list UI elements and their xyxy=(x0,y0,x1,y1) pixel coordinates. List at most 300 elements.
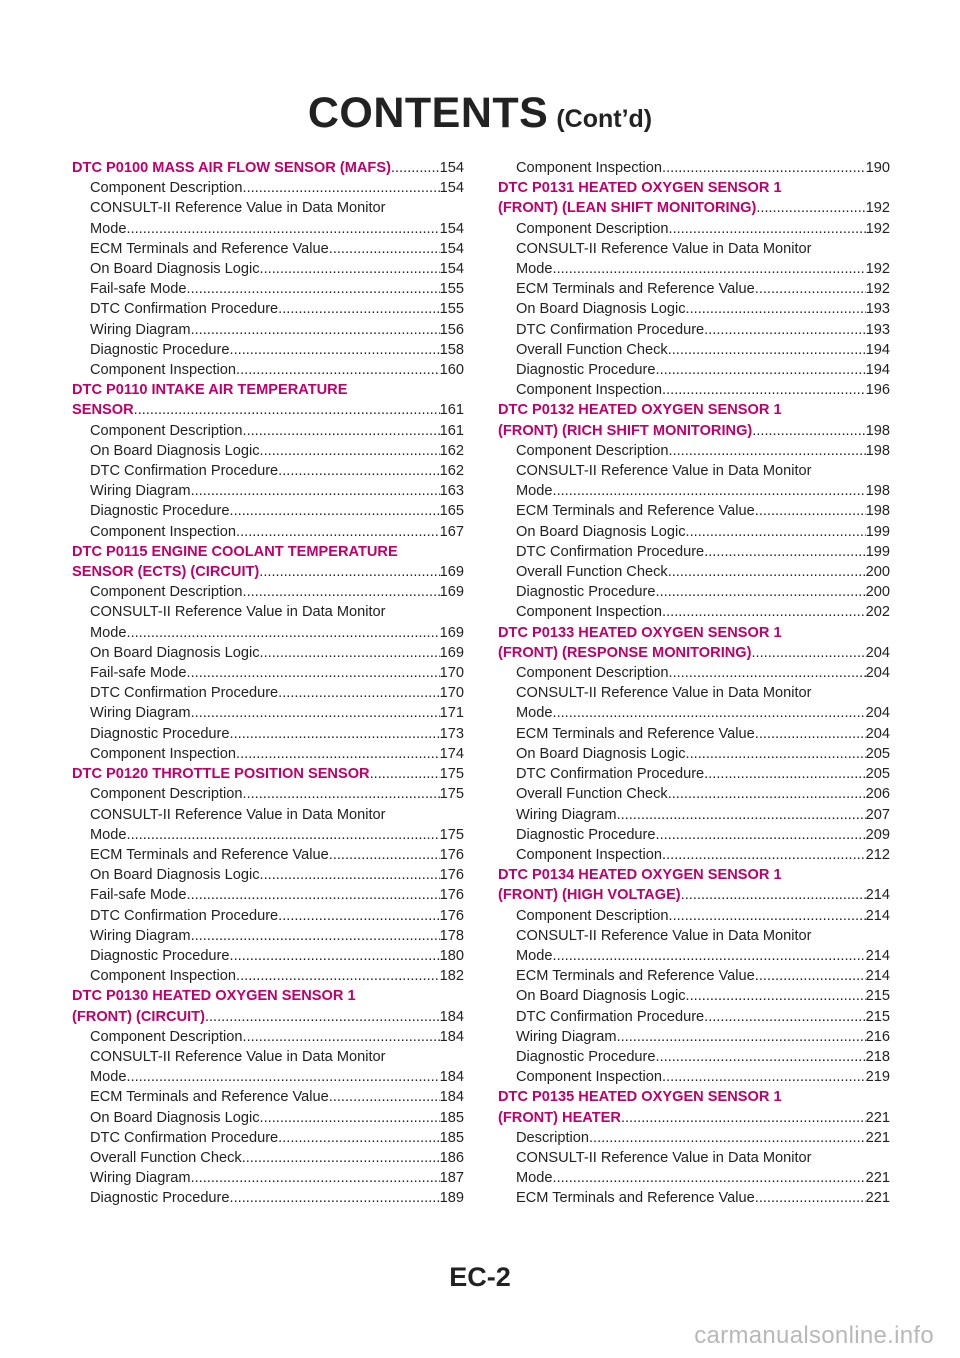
toc-section-heading[interactable] xyxy=(72,158,464,178)
toc-entry[interactable] xyxy=(498,805,890,825)
toc-entry[interactable] xyxy=(72,845,464,865)
dot-leader xyxy=(127,623,440,643)
toc-entry[interactable] xyxy=(498,239,890,279)
toc-entry[interactable] xyxy=(72,441,464,461)
toc-page-number: 214 xyxy=(865,968,890,985)
dot-leader xyxy=(704,320,865,340)
toc-entry[interactable] xyxy=(72,805,464,845)
toc-page-number: 178 xyxy=(439,927,464,944)
toc-entry-title: SENSOR (ECTS) (CIRCUIT) xyxy=(72,564,260,581)
dot-leader xyxy=(127,825,440,845)
toc-entry-title: On Board Diagnosis Logic xyxy=(516,301,686,318)
toc-entry-title: Mode xyxy=(90,1069,127,1086)
toc-entry-line xyxy=(90,1087,464,1107)
toc-page-number: 161 xyxy=(439,402,464,419)
toc-entry-line xyxy=(90,299,464,319)
dot-leader xyxy=(681,885,866,905)
toc-entry-line xyxy=(90,623,464,643)
toc-entry[interactable] xyxy=(72,522,464,542)
toc-entry-line xyxy=(516,219,890,239)
toc-entry[interactable] xyxy=(498,461,890,501)
dot-leader xyxy=(752,643,866,663)
toc-entry-title: DTC P0134 HEATED OXYGEN SENSOR 1 xyxy=(498,867,782,884)
toc-entry-title: ECM Terminals and Reference Value xyxy=(90,1089,329,1106)
toc-entry[interactable] xyxy=(72,906,464,926)
toc-entry-title: Diagnostic Procedure xyxy=(90,1190,230,1207)
toc-entry-line xyxy=(90,1108,464,1128)
toc-entry-title: Mode xyxy=(90,624,127,641)
toc-entry[interactable] xyxy=(72,703,464,723)
dot-leader xyxy=(656,360,866,380)
dot-leader xyxy=(127,1067,440,1087)
toc-entry-line xyxy=(90,683,464,703)
toc-entry-title: Component Inspection xyxy=(90,968,237,985)
toc-entry-line xyxy=(90,481,464,501)
dot-leader xyxy=(230,340,440,360)
toc-entry[interactable] xyxy=(72,1108,464,1128)
dot-leader xyxy=(278,461,439,481)
toc-entry-line xyxy=(90,340,464,360)
toc-entry[interactable] xyxy=(72,461,464,481)
toc-entry[interactable] xyxy=(72,1128,464,1148)
dot-leader xyxy=(205,1007,440,1027)
toc-entry[interactable] xyxy=(72,481,464,501)
toc-entry-title: DTC Confirmation Procedure xyxy=(90,463,279,480)
toc-entry[interactable] xyxy=(72,239,464,259)
toc-entry-line xyxy=(516,259,890,279)
toc-page-number: 214 xyxy=(865,907,890,924)
toc-entry-line xyxy=(516,582,890,602)
dot-leader xyxy=(704,764,865,784)
dot-leader xyxy=(553,946,866,966)
toc-entry-title: On Board Diagnosis Logic xyxy=(90,867,260,884)
toc-page-number: 199 xyxy=(865,523,890,540)
toc-entry-line xyxy=(90,966,464,986)
toc-entry-line xyxy=(516,1188,890,1208)
toc-entry-title: SENSOR xyxy=(72,402,134,419)
toc-page-number: 154 xyxy=(439,180,464,197)
toc-section-heading[interactable] xyxy=(72,764,464,784)
toc-entry[interactable] xyxy=(72,501,464,521)
toc-page-number: 190 xyxy=(865,160,890,176)
toc-entry-line xyxy=(516,461,890,481)
toc-entry-line xyxy=(516,703,890,723)
toc-page-number: 158 xyxy=(439,341,464,358)
toc-entry[interactable] xyxy=(498,522,890,542)
toc-section-heading[interactable] xyxy=(72,986,464,1026)
toc-entry[interactable] xyxy=(72,602,464,642)
toc-page-number: 167 xyxy=(439,523,464,540)
toc-entry-line xyxy=(72,764,464,784)
toc-entry-title: CONSULT-II Reference Value in Data Monitor xyxy=(516,927,812,944)
toc-entry[interactable] xyxy=(498,986,890,1006)
toc-entry[interactable] xyxy=(72,885,464,905)
toc-entry-title: Wiring Diagram xyxy=(90,1170,191,1187)
toc-entry-line xyxy=(516,158,890,178)
toc-entry[interactable] xyxy=(72,926,464,946)
toc-entry-title: ECM Terminals and Reference Value xyxy=(516,1190,755,1207)
toc-entry[interactable] xyxy=(498,320,890,340)
toc-entry[interactable] xyxy=(498,1047,890,1067)
toc-entry[interactable] xyxy=(72,360,464,380)
toc-entry[interactable] xyxy=(498,1148,890,1188)
toc-entry-title: DTC P0131 HEATED OXYGEN SENSOR 1 xyxy=(498,180,782,197)
toc-entry[interactable] xyxy=(72,724,464,744)
toc-entry-line xyxy=(90,219,464,239)
toc-page-number: 204 xyxy=(865,644,890,661)
toc-entry[interactable] xyxy=(72,946,464,966)
toc-entry-line xyxy=(72,400,464,420)
toc-entry-line xyxy=(90,501,464,521)
toc-entry[interactable] xyxy=(498,299,890,319)
toc-entry[interactable] xyxy=(72,966,464,986)
toc-entry[interactable] xyxy=(498,1188,890,1208)
toc-entry-title: Mode xyxy=(516,261,553,278)
toc-page-number: 189 xyxy=(439,1190,464,1207)
toc-entry[interactable] xyxy=(498,784,890,804)
toc-entry[interactable] xyxy=(72,340,464,360)
toc-entry[interactable] xyxy=(498,340,890,360)
toc-entry[interactable] xyxy=(72,320,464,340)
toc-entry[interactable] xyxy=(498,441,890,461)
toc-page-number: 154 xyxy=(439,261,464,278)
toc-entry[interactable] xyxy=(498,602,890,622)
toc-entry-title: Component Inspection xyxy=(90,362,237,379)
toc-entry-title: Component Description xyxy=(516,220,669,237)
dot-leader xyxy=(191,703,440,723)
contents-continued-label: (Cont’d) xyxy=(556,105,653,133)
toc-entry[interactable] xyxy=(498,926,890,966)
toc-section-heading[interactable] xyxy=(498,400,890,440)
toc-page-number: 169 xyxy=(439,564,464,581)
toc-entry-line xyxy=(516,683,890,703)
dot-leader xyxy=(260,643,440,663)
toc-page-number: 175 xyxy=(439,826,464,843)
toc-entry[interactable] xyxy=(498,562,890,582)
dot-leader xyxy=(686,744,866,764)
toc-entry[interactable] xyxy=(72,643,464,663)
dot-leader xyxy=(278,1128,439,1148)
toc-entry-line xyxy=(90,1047,464,1067)
dot-leader xyxy=(191,481,440,501)
toc-page-number: 184 xyxy=(439,1008,464,1025)
toc-entry-title: Component Inspection xyxy=(516,382,663,399)
toc-page-number: 192 xyxy=(865,200,890,217)
toc-page-number: 212 xyxy=(865,846,890,863)
dot-leader xyxy=(589,1128,866,1148)
toc-entry-title: On Board Diagnosis Logic xyxy=(516,745,686,762)
dot-leader xyxy=(243,1027,440,1047)
toc-page-number: 176 xyxy=(439,846,464,863)
dot-leader xyxy=(278,299,439,319)
toc-entry-title: CONSULT-II Reference Value in Data Monitor xyxy=(90,806,386,823)
dot-leader xyxy=(686,299,866,319)
toc-page-number: 193 xyxy=(865,301,890,318)
toc-entry-title: Component Inspection xyxy=(516,604,663,621)
toc-entry-line xyxy=(516,966,890,986)
toc-entry-title: (FRONT) (RICH SHIFT MONITORING) xyxy=(498,422,753,439)
toc-entry-title: Fail-safe Mode xyxy=(90,887,187,904)
dot-leader xyxy=(756,198,865,218)
toc-entry-line xyxy=(90,279,464,299)
page-number: EC-2 xyxy=(449,1262,511,1292)
toc-section-heading[interactable] xyxy=(498,623,890,663)
toc-entry-title: DTC P0110 INTAKE AIR TEMPERATURE xyxy=(72,382,348,399)
toc-entry-line xyxy=(516,825,890,845)
toc-page-number: 156 xyxy=(439,321,464,338)
toc-entry[interactable] xyxy=(498,845,890,865)
toc-entry-line xyxy=(516,744,890,764)
toc-entry[interactable] xyxy=(498,1007,890,1027)
toc-entry[interactable] xyxy=(72,1087,464,1107)
toc-entry[interactable] xyxy=(72,663,464,683)
dot-leader xyxy=(668,784,866,804)
dot-leader xyxy=(187,885,440,905)
toc-page-number: 196 xyxy=(865,382,890,399)
toc-page-number: 174 xyxy=(439,745,464,762)
toc-section-heading[interactable] xyxy=(498,1087,890,1127)
toc-entry[interactable] xyxy=(72,1188,464,1208)
toc-page-number: 204 xyxy=(865,665,890,682)
dot-leader xyxy=(656,582,866,602)
toc-entry-line xyxy=(90,239,464,259)
dot-leader xyxy=(755,1188,866,1208)
dot-leader xyxy=(617,805,866,825)
dot-leader xyxy=(370,764,440,784)
toc-entry-title: CONSULT-II Reference Value in Data Monitor xyxy=(90,200,386,217)
toc-section-heading[interactable] xyxy=(498,865,890,905)
toc-entry[interactable] xyxy=(498,542,890,562)
dot-leader xyxy=(656,825,866,845)
toc-entry[interactable] xyxy=(498,683,890,723)
toc-entry-title: ECM Terminals and Reference Value xyxy=(90,846,329,863)
toc-entry-line xyxy=(516,724,890,744)
dot-leader xyxy=(704,542,865,562)
toc-entry-line xyxy=(516,239,890,259)
page-title xyxy=(0,89,960,137)
toc-entry-line xyxy=(516,1148,890,1168)
toc-page-number: 155 xyxy=(439,301,464,318)
toc-entry-title: DTC Confirmation Procedure xyxy=(516,1008,705,1025)
toc-entry[interactable] xyxy=(498,724,890,744)
toc-entry[interactable] xyxy=(498,663,890,683)
dot-leader xyxy=(243,421,440,441)
toc-entry-title: Mode xyxy=(516,947,553,964)
toc-page-number: 176 xyxy=(439,887,464,904)
toc-entry-title: Component Description xyxy=(516,907,669,924)
toc-page-number: 162 xyxy=(439,442,464,459)
toc-entry[interactable] xyxy=(498,1027,890,1047)
toc-page-number: 200 xyxy=(865,584,890,601)
toc-entry[interactable] xyxy=(498,219,890,239)
toc-entry-title: Mode xyxy=(90,826,127,843)
toc-entry-line xyxy=(516,1067,890,1087)
toc-page-number: 193 xyxy=(865,321,890,338)
toc-entry-title: CONSULT-II Reference Value in Data Monitor xyxy=(516,463,812,480)
toc-entry-line xyxy=(72,158,464,178)
toc-entry-title: On Board Diagnosis Logic xyxy=(90,442,260,459)
toc-entry[interactable] xyxy=(72,1027,464,1047)
toc-entry-line xyxy=(90,461,464,481)
toc-page-number: 154 xyxy=(439,240,464,257)
dot-leader xyxy=(617,1027,866,1047)
dot-leader xyxy=(236,360,440,380)
toc-entry-line xyxy=(498,400,890,420)
toc-entry[interactable] xyxy=(498,906,890,926)
toc-entry-title: DTC P0120 THROTTLE POSITION SENSOR xyxy=(72,766,370,783)
dot-leader xyxy=(260,1108,440,1128)
toc-entry-title: CONSULT-II Reference Value in Data Monitor xyxy=(90,604,386,621)
dot-leader xyxy=(236,522,440,542)
dot-leader xyxy=(662,845,866,865)
toc-entry-title: DTC P0133 HEATED OXYGEN SENSOR 1 xyxy=(498,624,782,641)
dot-leader xyxy=(621,1108,866,1128)
toc-entry-title: (FRONT) (LEAN SHIFT MONITORING) xyxy=(498,200,757,217)
toc-entry-line xyxy=(516,845,890,865)
toc-entry-line xyxy=(498,421,890,441)
dot-leader xyxy=(191,320,440,340)
contents-heading: CONTENTS xyxy=(307,89,549,137)
toc-entry-line xyxy=(90,663,464,683)
toc-entry-line xyxy=(516,663,890,683)
dot-leader xyxy=(686,986,866,1006)
toc-entry-line xyxy=(498,1087,890,1107)
toc-entry-title: Mode xyxy=(516,1170,553,1187)
toc-page-number: 161 xyxy=(439,422,464,439)
toc-entry[interactable] xyxy=(498,966,890,986)
toc-entry-title: Component Description xyxy=(90,422,243,439)
dot-leader xyxy=(236,966,440,986)
toc-page-number: 185 xyxy=(439,1109,464,1126)
toc-entry-line xyxy=(516,522,890,542)
toc-entry-title: Diagnostic Procedure xyxy=(516,826,656,843)
toc-page-number: 194 xyxy=(865,362,890,379)
toc-page-number: 221 xyxy=(865,1190,890,1207)
toc-entry-line xyxy=(516,602,890,622)
toc-section-heading[interactable] xyxy=(498,178,890,218)
dot-leader xyxy=(243,178,440,198)
dot-leader xyxy=(656,1047,866,1067)
toc-entry-line xyxy=(90,198,464,218)
dot-leader xyxy=(553,1168,866,1188)
dot-leader xyxy=(752,421,865,441)
toc-entry-line xyxy=(72,1007,464,1027)
toc-entry-title: Component Inspection xyxy=(516,160,663,176)
toc-entry[interactable] xyxy=(498,582,890,602)
toc-entry-title: Component Inspection xyxy=(516,1069,663,1086)
toc-entry-title: Diagnostic Procedure xyxy=(90,725,230,742)
toc-section-heading[interactable] xyxy=(72,380,464,420)
dot-leader xyxy=(242,1148,440,1168)
toc-entry-title: DTC P0132 HEATED OXYGEN SENSOR 1 xyxy=(498,402,782,419)
toc-entry-title: Diagnostic Procedure xyxy=(516,1048,656,1065)
toc-section-heading[interactable] xyxy=(72,542,464,582)
dot-leader xyxy=(260,865,440,885)
dot-leader xyxy=(191,1168,440,1188)
toc-entry-line xyxy=(516,906,890,926)
toc-entry[interactable] xyxy=(72,259,464,279)
dot-leader xyxy=(704,1007,865,1027)
toc-page-number: 207 xyxy=(865,806,890,823)
toc-entry-title: Wiring Diagram xyxy=(90,927,191,944)
dot-leader xyxy=(553,703,866,723)
toc-entry-line xyxy=(516,360,890,380)
toc-entry-line xyxy=(516,986,890,1006)
toc-page-number: 175 xyxy=(439,766,464,783)
toc-entry[interactable] xyxy=(72,1047,464,1087)
toc-entry-line xyxy=(90,885,464,905)
toc-entry[interactable] xyxy=(72,784,464,804)
toc-entry[interactable] xyxy=(72,178,464,198)
toc-entry-title: Overall Function Check xyxy=(516,786,668,803)
toc-entry[interactable] xyxy=(72,421,464,441)
dot-leader xyxy=(755,966,866,986)
toc-entry[interactable] xyxy=(72,683,464,703)
toc-entry[interactable] xyxy=(72,299,464,319)
toc-page-number: 214 xyxy=(865,887,890,904)
toc-entry-title: Component Description xyxy=(516,442,669,459)
toc-entry[interactable] xyxy=(72,1168,464,1188)
toc-entry-title: (FRONT) HEATER xyxy=(498,1109,621,1126)
toc-entry-line xyxy=(498,178,890,198)
dot-leader xyxy=(230,946,440,966)
toc-entry[interactable] xyxy=(498,380,890,400)
toc-page-number: 154 xyxy=(439,160,464,176)
toc-entry-title: Wiring Diagram xyxy=(516,1028,617,1045)
toc-entry-line xyxy=(516,441,890,461)
toc-entry[interactable] xyxy=(498,1067,890,1087)
toc-entry[interactable] xyxy=(498,501,890,521)
dot-leader xyxy=(669,906,866,926)
toc-entry-line xyxy=(516,542,890,562)
dot-leader xyxy=(669,219,866,239)
toc-entry-line xyxy=(90,441,464,461)
toc-entry[interactable] xyxy=(72,279,464,299)
toc-page-number: 184 xyxy=(439,1028,464,1045)
toc-entry[interactable] xyxy=(72,582,464,602)
toc-entry-line xyxy=(516,926,890,946)
toc-entry[interactable] xyxy=(72,1148,464,1168)
toc-entry-title: Component Inspection xyxy=(90,745,237,762)
toc-entry[interactable] xyxy=(72,744,464,764)
toc-entry-title: Component Description xyxy=(90,180,243,197)
toc-entry-line xyxy=(72,986,464,1006)
toc-entry[interactable] xyxy=(498,825,890,845)
toc-entry-title: Overall Function Check xyxy=(516,564,668,581)
toc-entry-title: On Board Diagnosis Logic xyxy=(90,261,260,278)
toc-entry[interactable] xyxy=(72,865,464,885)
toc-page-number: 185 xyxy=(439,1129,464,1146)
toc-entry-title: On Board Diagnosis Logic xyxy=(90,644,260,661)
toc-entry-line xyxy=(90,178,464,198)
dot-leader xyxy=(662,380,866,400)
toc-page-number: 180 xyxy=(439,947,464,964)
toc-entry-title: Mode xyxy=(516,705,553,722)
toc-entry-line xyxy=(90,602,464,622)
toc-entry[interactable] xyxy=(498,360,890,380)
toc-entry[interactable] xyxy=(72,198,464,238)
toc-entry[interactable] xyxy=(498,764,890,784)
dot-leader xyxy=(243,784,440,804)
toc-entry-title: CONSULT-II Reference Value in Data Monitor xyxy=(516,240,812,257)
toc-entry[interactable] xyxy=(498,744,890,764)
toc-entry[interactable] xyxy=(498,158,890,178)
toc-entry[interactable] xyxy=(498,1128,890,1148)
toc-page-number: 173 xyxy=(439,725,464,742)
toc-entry[interactable] xyxy=(498,279,890,299)
dot-leader xyxy=(278,683,439,703)
toc-entry-line xyxy=(90,1027,464,1047)
